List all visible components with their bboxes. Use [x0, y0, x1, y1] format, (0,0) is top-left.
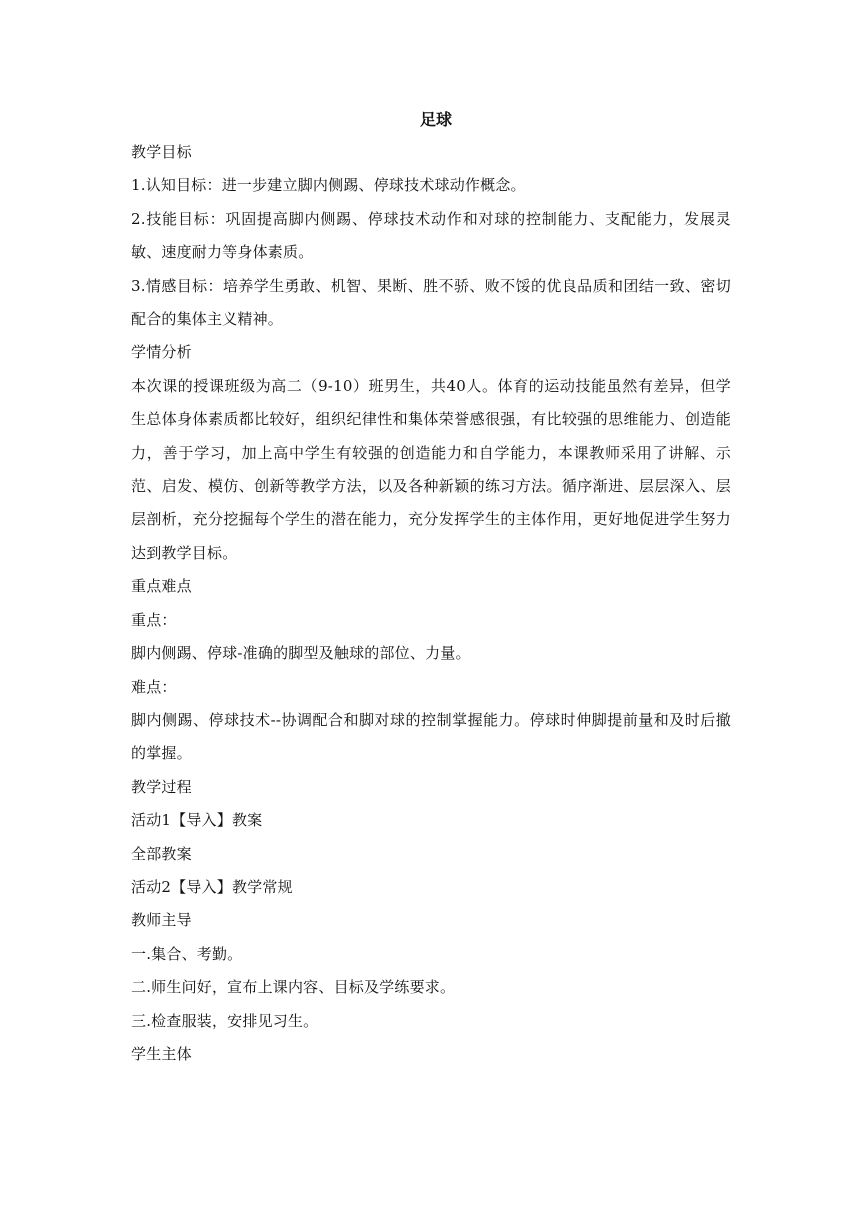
routine-step-2: 二.师生问好，宣布上课内容、目标及学练要求。: [131, 978, 456, 997]
activity-2-title: 活动2【导入】教学常规: [131, 877, 293, 896]
routine-step-3: 三.检查服装，安排见习生。: [131, 1011, 319, 1030]
heading-student-analysis: 学情分析: [131, 343, 192, 362]
activity-1-title: 活动1【导入】教案: [131, 811, 263, 830]
heading-teaching-process: 教学过程: [131, 777, 192, 796]
difficult-point-text: 脚内侧踢、停球技术--协调配合和脚对球的控制掌握能力。停球时伸脚提前量和及时后撤的掌握。: [131, 710, 731, 763]
key-point-label: 重点：: [131, 610, 177, 629]
document-title: 足球: [419, 110, 452, 129]
goal-emotional: 3.情感目标：培养学生勇敢、机智、果断、胜不骄、败不馁的优良品质和团结一致、密切配合的集体主义精神。: [131, 276, 731, 329]
heading-key-difficult-points: 重点难点: [131, 577, 192, 596]
heading-teaching-goals: 教学目标: [131, 143, 192, 161]
student-main-label: 学生主体: [131, 1044, 192, 1063]
goal-skill: 2.技能目标：巩固提高脚内侧踢、停球技术动作和对球的控制能力、支配能力，发展灵敏、速度耐力等身体素质。: [131, 209, 731, 262]
routine-step-1: 一.集合、考勤。: [131, 944, 243, 963]
goal-cognitive: 1.认知目标：进一步建立脚内侧踢、停球技术球动作概念。: [131, 176, 526, 195]
difficult-point-label: 难点：: [131, 677, 177, 696]
activity-1-text: 全部教案: [131, 844, 192, 863]
document-page: [131, 103, 731, 1071]
student-analysis-text: 本次课的授课班级为高二（9-10）班男生，共40人。体育的运动技能虽然有差异，但学生总体身体素质都比较好，组织纪律性和集体荣誉感很强，有比较强的思维能力、创造能力，善于学习，加上高中学生有较强的创造能力和自学能力，本课教师采用了讲解、示范、启发、模仿、创新等教学方法，以及各种新颖的练习方法。循序渐进、层层深入、层层剖析，充分挖掘每个学生的潜在能力，充分发挥学生的主体作用，更好地促进学生努力达到教学目标。: [131, 376, 731, 562]
teacher-led-label: 教师主导: [131, 911, 192, 930]
key-point-text: 脚内侧踢、停球-准确的脚型及触球的部位、力量。: [131, 644, 471, 663]
